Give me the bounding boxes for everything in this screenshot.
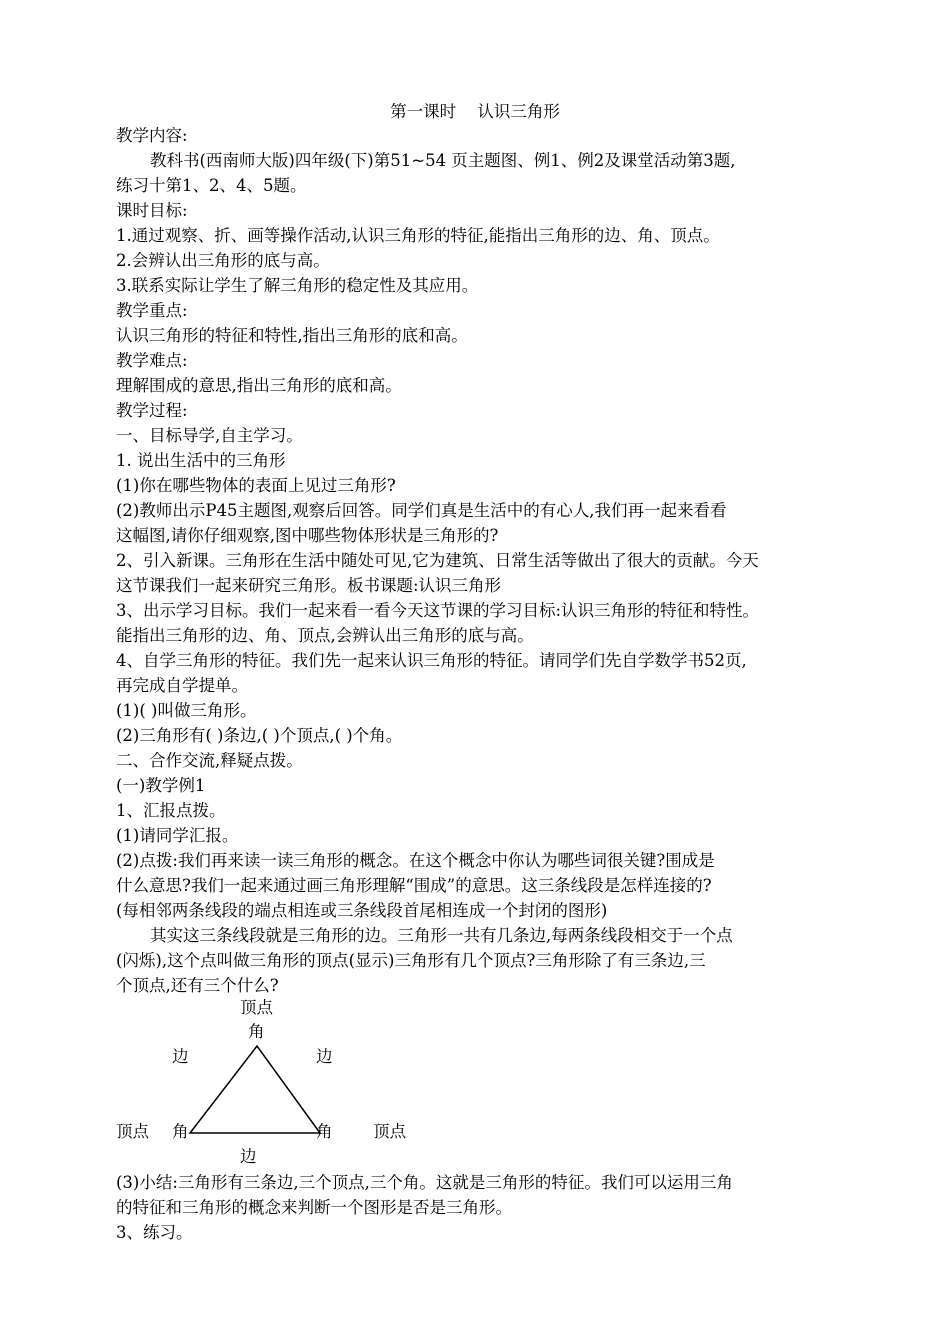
paragraph-line: 4、自学三角形的特征。我们先一起来认识三角形的特征。请同学们先自学数学书52页,: [116, 651, 747, 670]
paragraph-line: (3)小结:三角形有三条边,三个顶点,三个角。这就是三角形的特征。我们可以运用三角: [116, 1173, 733, 1192]
triangle-shape: [190, 1046, 320, 1133]
paragraph-line: 其实这三条线段就是三角形的边。三角形一共有几条边,每两条线段相交于一个点: [150, 926, 733, 945]
title-part1: 第一课时: [390, 102, 457, 121]
paragraph-line: (每相邻两条线段的端点相连或三条线段首尾相连成一个封闭的图形): [116, 901, 608, 920]
paragraph-line: 这幅图,请你仔细观察,图中哪些物体形状是三角形的?: [116, 526, 499, 545]
heading-key-points: 教学重点:: [116, 301, 188, 320]
paragraph-line: 能指出三角形的边、角、顶点,会辨认出三角形的底与高。: [116, 626, 534, 645]
paragraph-line: 练习十第1、2、4、5题。: [116, 176, 307, 195]
paragraph-line: 这节课我们一起来研究三角形。板书课题:认识三角形: [116, 576, 502, 595]
label-top-vertex: 顶点: [240, 998, 273, 1017]
paragraph-line: (2)点拨:我们再来读一读三角形的概念。在这个概念中你认为哪些词很关键?围成是: [116, 851, 715, 870]
section-heading: 一、目标导学,自主学习。: [116, 426, 303, 445]
paragraph-line: 3、练习。: [116, 1223, 193, 1242]
label-right-angle: 角: [316, 1122, 333, 1141]
label-right-vertex: 顶点: [373, 1122, 406, 1141]
fill-in-blank-line: (2)三角形有( )条边,( )个顶点,( )个角。: [116, 726, 403, 745]
paragraph-line: 3、出示学习目标。我们一起来看一看今天这节课的学习目标:认识三角形的特征和特性。: [116, 601, 760, 620]
heading-process: 教学过程:: [116, 401, 188, 420]
fill-in-blank-line: (1)( )叫做三角形。: [116, 701, 257, 720]
section-heading: 二、合作交流,释疑点拨。: [116, 751, 303, 770]
label-left-angle: 角: [172, 1122, 189, 1141]
paragraph-line: 1. 说出生活中的三角形: [116, 451, 286, 470]
objective-item: 3.联系实际让学生了解三角形的稳定性及其应用。: [116, 276, 479, 295]
label-left-vertex: 顶点: [116, 1122, 149, 1141]
label-top-angle: 角: [248, 1022, 265, 1041]
paragraph-line: 理解围成的意思,指出三角形的底和高。: [116, 376, 402, 395]
paragraph-line: 再完成自学提单。: [116, 676, 248, 695]
paragraph-line: 的特征和三角形的概念来判断一个图形是否是三角形。: [116, 1198, 512, 1217]
label-bottom-side: 边: [240, 1147, 257, 1166]
paragraph-line: (一)教学例1: [116, 776, 206, 795]
heading-content: 教学内容:: [116, 126, 188, 145]
paragraph-line: (2)教师出示P45主题图,观察后回答。同学们真是生活中的有心人,我们再一起来看看: [116, 501, 727, 520]
heading-difficulties: 教学难点:: [116, 351, 188, 370]
paragraph-line: (1)请同学汇报。: [116, 826, 239, 845]
label-right-side: 边: [316, 1047, 333, 1066]
paragraph-line: 认识三角形的特征和特性,指出三角形的底和高。: [116, 326, 468, 345]
label-left-side: 边: [172, 1047, 189, 1066]
heading-objectives: 课时目标:: [116, 201, 188, 220]
paragraph-line: 什么意思?我们一起来通过画三角形理解“围成”的意思。这三条线段是怎样连接的?: [116, 876, 712, 895]
lesson-title: [0, 100, 950, 124]
paragraph-line: (闪烁),这个点叫做三角形的顶点(显示)三角形有几个顶点?三角形除了有三条边,三: [116, 951, 706, 970]
paragraph-line: 个顶点,还有三个什么?: [116, 976, 279, 995]
title-part2: 认识三角形: [477, 102, 560, 121]
paragraph-line: 教科书(西南师大版)四年级(下)第51~54 页主题图、例1、例2及课堂活动第3题,: [150, 151, 736, 170]
objective-item: 1.通过观察、折、画等操作活动,认识三角形的特征,能指出三角形的边、角、顶点。: [116, 226, 720, 245]
objective-item: 2.会辨认出三角形的底与高。: [116, 251, 330, 270]
paragraph-line: 1、汇报点拨。: [116, 801, 226, 820]
paragraph-line: (1)你在哪些物体的表面上见过三角形?: [116, 476, 396, 495]
paragraph-line: 2、引入新课。三角形在生活中随处可见,它为建筑、日常生活等做出了很大的贡献。今天: [116, 551, 759, 570]
